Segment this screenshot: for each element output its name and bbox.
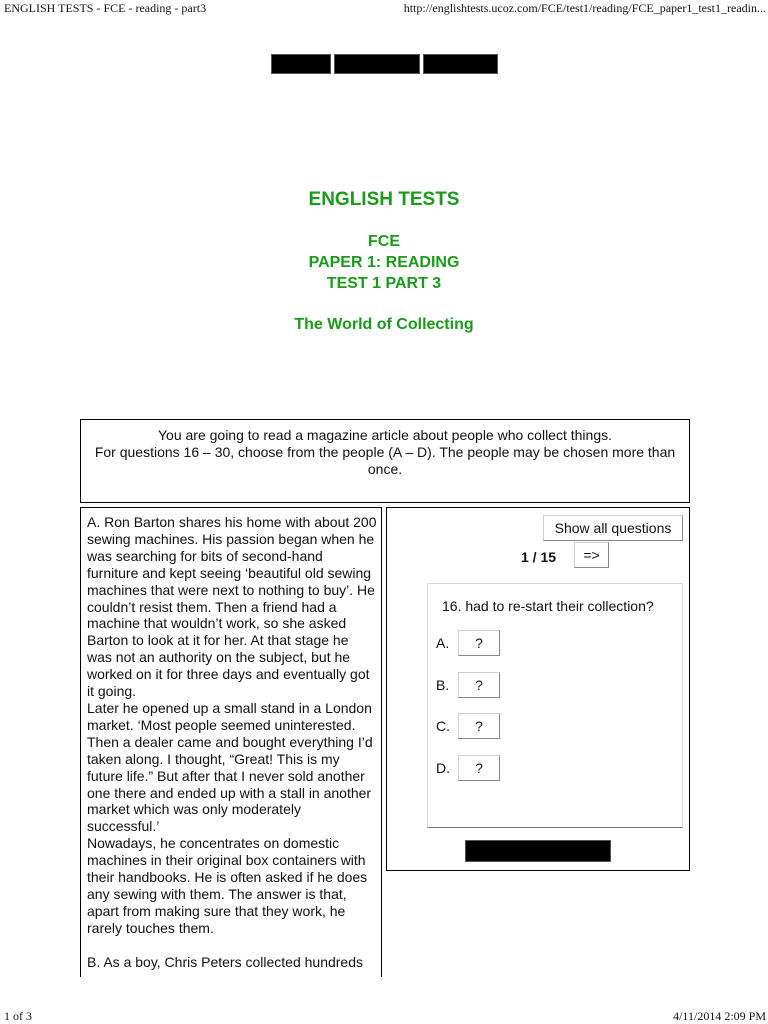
print-header xyxy=(0,0,768,18)
print-datetime: 4/11/2014 2:09 PM xyxy=(673,1009,766,1023)
instructions-box xyxy=(80,419,690,503)
option-label-d: D. xyxy=(436,760,450,776)
question-text: 16. had to re-start their collection? xyxy=(442,598,654,614)
option-label-a: A. xyxy=(436,635,450,651)
article-paragraph: Later he opened up a small stand in a London market. ‘Most people seemed uninterested. Then a dealer came and bought everything I’d taken along. I thought, “Great! This is my future life.” But after that I never sold another one there and ended up with a stall in another market which was only moderately successful.’ xyxy=(87,699,373,835)
instructions-line-1: You are going to read a magazine article about people who collect things. xyxy=(157,427,612,443)
nav-button-1[interactable] xyxy=(271,54,331,74)
show-all-questions-button[interactable]: Show all questions xyxy=(543,515,683,541)
option-b-select[interactable]: ? xyxy=(458,672,500,698)
article-paragraph: B. As a boy, Chris Peters collected hundreds xyxy=(87,953,363,970)
heading-paper: PAPER 1: READING xyxy=(308,254,460,271)
nav-button-3[interactable] xyxy=(423,54,498,74)
heading-part: TEST 1 PART 3 xyxy=(326,275,442,292)
quiz-panel xyxy=(386,507,690,871)
check-answers-button[interactable] xyxy=(465,840,611,862)
print-footer xyxy=(0,1008,768,1024)
page-url: http://englishtests.ucoz.com/FCE/test1/reading/FCE_paper1_test1_readin... xyxy=(403,1,766,15)
option-a-select[interactable]: ? xyxy=(458,630,500,656)
question-card xyxy=(427,583,683,828)
article-text[interactable] xyxy=(80,507,382,977)
instructions-line-2: For questions 16 – 30, choose from the people (A – D). The people may be chosen more than once. xyxy=(94,444,676,477)
site-title: ENGLISH TESTS xyxy=(308,189,460,210)
page-title: ENGLISH TESTS - FCE - reading - part3 xyxy=(4,1,207,15)
article-paragraph: Nowadays, he concentrates on domestic machines in their original box containers with their handbooks. He is often asked if he does any sewing with them. The answer is that, apart from making sure that they work, he rarely touches them. xyxy=(87,835,368,936)
question-counter: 1 / 15 xyxy=(521,549,557,565)
nav-button-2[interactable] xyxy=(334,54,420,74)
article-title: The World of Collecting xyxy=(294,316,474,333)
option-label-c: C. xyxy=(436,718,450,734)
page-number: 1 of 3 xyxy=(4,1009,32,1023)
heading-exam: FCE xyxy=(368,233,400,250)
option-d-select[interactable]: ? xyxy=(458,755,500,781)
option-label-b: B. xyxy=(436,677,450,693)
test-heading xyxy=(0,231,768,294)
option-c-select[interactable]: ? xyxy=(458,713,500,739)
article-paragraph: A. Ron Barton shares his home with about 200 sewing machines. His passion began when he was searching for bits of second-hand furniture and kept seeing ‘beautiful old sewing machines that were next to nothing to buy’. He couldn’t resist them. Then a friend had a machine that wouldn’t work, so she asked Barton to look at it for her. At that stage he was not an authority on the subject, but he worked on it for three days and eventually got it going. xyxy=(87,514,377,700)
next-question-button[interactable]: => xyxy=(574,542,609,568)
